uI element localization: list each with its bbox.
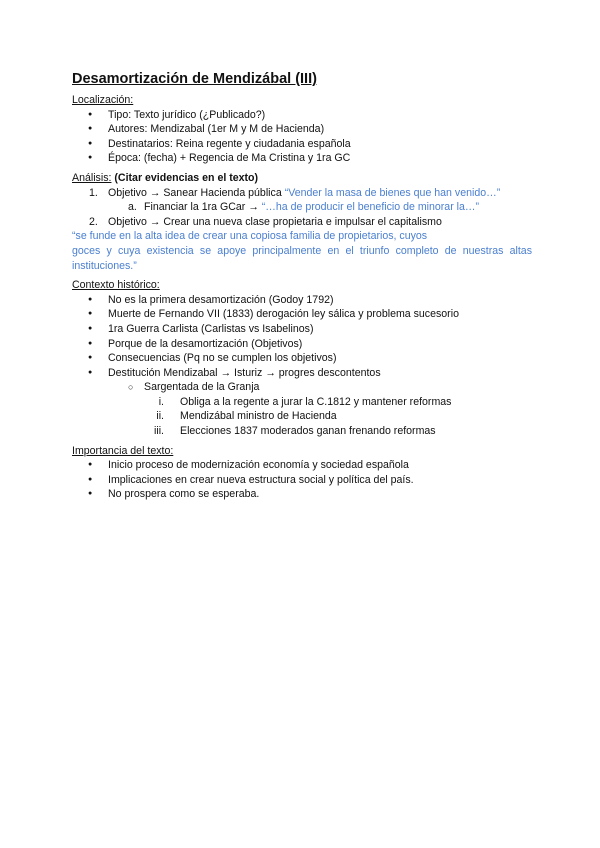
analisis-section	[72, 171, 532, 273]
list-item: ● No es la primera desamortización (Godoy 1792)	[72, 293, 532, 308]
roman-item-text: Elecciones 1837 moderados ganan frenando reformas	[180, 425, 436, 438]
analisis-heading-note: (Citar evidencias en el texto)	[114, 171, 259, 184]
list-sub-item: ○ Sargentada de la Granja	[72, 380, 532, 395]
localizacion-section	[72, 93, 532, 166]
list-number: ii.	[156, 410, 164, 423]
list-item: ● Muerte de Fernando VII (1833) derogación ley sálica y problema sucesorio	[72, 307, 532, 322]
analisis-sub-a-text: Financiar la 1ra GCar →	[144, 201, 259, 214]
analisis-item1-text: Objetivo → Sanear Hacienda pública	[108, 186, 282, 199]
list-item: ● Consecuencias (Pq no se cumplen los objetivos)	[72, 351, 532, 366]
analisis-sub-a-quote: “…ha de producir el beneficio de minorar la…”	[261, 201, 480, 214]
list-item	[72, 424, 532, 439]
document-page	[72, 70, 532, 502]
document-title: Desamortización de Mendizábal (III)	[72, 71, 317, 87]
list-item: ● Inicio proceso de modernización economía y sociedad española	[72, 458, 532, 473]
localizacion-heading: Localización:	[72, 94, 134, 106]
contexto-section	[72, 278, 532, 439]
list-number: iii.	[153, 425, 164, 438]
list-item	[72, 186, 532, 201]
list-number: a.	[128, 201, 137, 214]
list-item: ● 1ra Guerra Carlista (Carlistas vs Isabelinos)	[72, 322, 532, 337]
list-number: 1.	[89, 186, 98, 199]
analisis-heading: Análisis:	[72, 171, 112, 184]
analisis-item1-quote: “Vender la masa de bienes que han venido…”	[284, 186, 501, 199]
localizacion-list	[72, 108, 532, 166]
list-item	[72, 409, 532, 424]
list-item: ● Época: (fecha) + Regencia de Ma Cristina y 1ra GC	[72, 151, 532, 166]
list-item: ● Porque de la desamortización (Objetivos)	[72, 337, 532, 352]
list-item: ● Destinatarios: Reina regente y ciudadania española	[72, 137, 532, 152]
list-item: ● Tipo: Texto jurídico (¿Publicado?)	[72, 108, 532, 123]
roman-item-text: Mendizábal ministro de Hacienda	[180, 410, 337, 423]
list-item: ● Autores: Mendizabal (1er M y M de Hacienda)	[72, 122, 532, 137]
quote-line: goces y cuya existencia se apoye principalmente en el triunfo completo de nuestras altas instituciones.”	[72, 244, 532, 272]
analisis-heading-line	[72, 171, 532, 186]
quote-line: “se funde en la alta idea de crear una copiosa familia de propietarios, cuyos	[72, 230, 428, 243]
roman-item-text: Obliga a la regente a jurar la C.1812 y mantener reformas	[180, 395, 452, 408]
importancia-heading: Importancia del texto:	[72, 444, 174, 457]
list-number: i.	[158, 395, 164, 408]
analisis-item2-text: Objetivo → Crear una nueva clase propietaria e impulsar el capitalismo	[108, 215, 442, 228]
contexto-heading: Contexto histórico:	[72, 279, 160, 292]
list-item	[72, 215, 532, 230]
list-number: 2.	[89, 215, 98, 228]
list-item	[72, 395, 532, 410]
importancia-list	[72, 458, 532, 502]
analisis-list	[72, 186, 532, 230]
list-item	[72, 200, 532, 215]
list-item: ● No prospera como se esperaba.	[72, 487, 532, 502]
list-item: ● Implicaciones en crear nueva estructura social y política del país.	[72, 473, 532, 488]
analisis-quote	[72, 229, 532, 273]
contexto-list	[72, 293, 532, 439]
list-item: ● Destitución Mendizabal → Isturiz → progres descontentos	[72, 366, 532, 381]
importancia-section	[72, 444, 532, 502]
